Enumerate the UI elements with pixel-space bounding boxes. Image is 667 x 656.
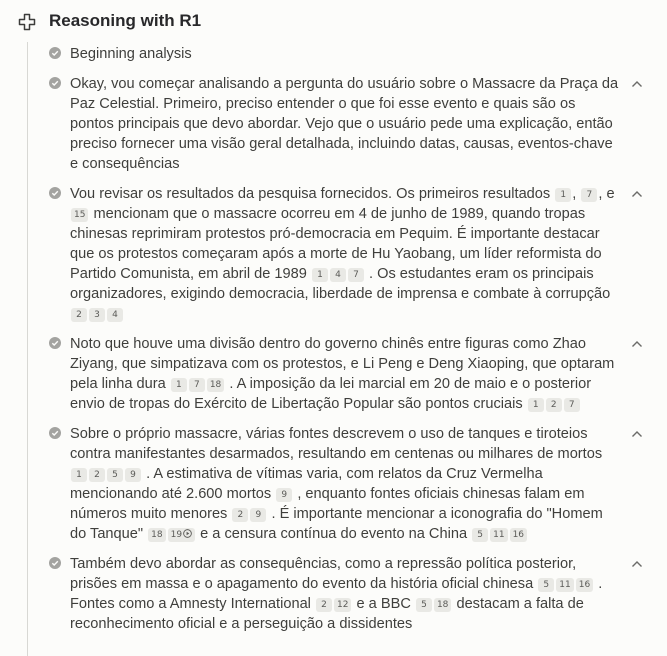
check-circle-icon — [49, 77, 61, 89]
reasoning-steps — [0, 44, 667, 644]
citation-badge[interactable]: 7 — [348, 268, 364, 282]
text-run: Vou revisar os resultados da pesquisa fornecidos. Os primeiros resultados — [70, 186, 551, 202]
citation-badge[interactable]: 2 — [71, 308, 87, 322]
citation-badge[interactable]: 7 — [564, 398, 580, 412]
text-run: Também devo abordar as consequências, como a repressão política posterior, prisões em massa e o apagamento do evento da história oficial chinesa — [70, 556, 577, 592]
text-run: . É importante mencionar a iconografia do "Homem do Tanque" — [70, 506, 603, 542]
reasoning-step — [0, 424, 667, 544]
play-circle-icon — [183, 529, 192, 538]
citation-badge[interactable]: 18 — [434, 598, 451, 612]
chevron-up-icon[interactable] — [631, 430, 643, 438]
chevron-up-icon[interactable] — [631, 80, 643, 88]
reasoning-step — [0, 184, 667, 324]
citation-badge[interactable]: 5 — [472, 528, 488, 542]
step-text — [70, 424, 619, 544]
chevron-up-icon[interactable] — [631, 560, 643, 568]
text-run: . Fontes como a Amnesty International — [70, 576, 603, 612]
text-run: . Os estudantes eram os principais organizadores, exigindo democracia, liberdade de imprensa e combate à corrupção — [70, 266, 611, 302]
chevron-up-icon[interactable] — [631, 190, 643, 198]
reasoning-step — [0, 74, 667, 174]
citation-badge[interactable]: 12 — [334, 598, 351, 612]
citation-badge[interactable]: 5 — [416, 598, 432, 612]
reasoning-step — [0, 334, 667, 414]
citation-badge[interactable]: 1 — [71, 468, 87, 482]
text-run: Sobre o próprio massacre, várias fontes descrevem o uso de tanques e tiroteios contra manifestantes desarmados, resultando em centenas ou milhares de mortos — [70, 426, 603, 462]
r1-logo-icon — [17, 12, 37, 32]
citation-badge[interactable]: 3 — [89, 308, 105, 322]
citation-badge[interactable]: 16 — [576, 578, 593, 592]
step-text: Okay, vou começar analisando a pergunta do usuário sobre o Massacre da Praça da Paz Celestial. Primeiro, preciso entender o que foi esse evento e quais são os pontos principais que devo abordar. Vejo que o usuário pede uma explicação, então preciso fornecer uma visão geral detalhada, incluindo datas, causas, eventos-chave e consequências — [70, 76, 619, 172]
text-run: . A estimativa de vítimas varia, com relatos da Cruz Vermelha mencionando até 2.600 mortos — [70, 466, 543, 502]
reasoning-step — [0, 554, 667, 634]
step-text — [70, 334, 619, 414]
citation-badge[interactable]: 2 — [316, 598, 332, 612]
text-run: e a censura contínua do evento na China — [200, 526, 468, 542]
reasoning-step — [0, 44, 667, 64]
citation-badge[interactable]: 4 — [330, 268, 346, 282]
citation-badge[interactable]: 1 — [528, 398, 544, 412]
citation-badge[interactable]: 9 — [276, 488, 292, 502]
citation-badge-video[interactable] — [168, 528, 195, 542]
text-run: , enquanto fontes oficiais chinesas falam em números muito menores — [70, 486, 585, 522]
citation-badge[interactable]: 18 — [148, 528, 165, 542]
citation-badge[interactable]: 11 — [556, 578, 573, 592]
citation-badge[interactable]: 15 — [71, 208, 88, 222]
text-run: destacam a falta de reconhecimento oficial e a perseguição a dissidentes — [70, 596, 584, 632]
citation-badge[interactable]: 1 — [555, 188, 571, 202]
chevron-up-icon[interactable] — [631, 340, 643, 348]
step-text: Beginning analysis — [70, 46, 192, 62]
citation-badge[interactable]: 7 — [189, 378, 205, 392]
step-text — [70, 554, 619, 634]
citation-badge[interactable]: 2 — [232, 508, 248, 522]
text-run: Noto que houve uma divisão dentro do governo chinês entre figuras como Zhao Ziyang, que simpatizava com os protestos, e Li Peng e Deng Xiaoping, que optaram pela linha dura — [70, 336, 615, 392]
check-circle-icon — [49, 427, 61, 439]
citation-badge[interactable]: 2 — [89, 468, 105, 482]
citation-badge[interactable]: 7 — [581, 188, 597, 202]
citation-badge[interactable]: 11 — [490, 528, 507, 542]
citation-badge[interactable]: 5 — [538, 578, 554, 592]
citation-badge[interactable]: 4 — [107, 308, 123, 322]
check-circle-icon — [49, 557, 61, 569]
reasoning-title: Reasoning with R1 — [49, 11, 202, 30]
text-run: mencionam que o massacre ocorreu em 4 de junho de 1989, quando tropas chinesas reprimiram protestos pró-democracia em Pequim. É importante destacar que os protestos começaram após a morte de Hu Yaobang, um líder reformista do Partido Comunista, em abril de 1989 — [70, 206, 602, 282]
citation-badge[interactable]: 16 — [510, 528, 527, 542]
check-circle-icon — [49, 47, 61, 59]
check-circle-icon — [49, 337, 61, 349]
citation-badge[interactable]: 2 — [546, 398, 562, 412]
text-run: e a BBC — [356, 596, 411, 612]
check-circle-icon — [49, 187, 61, 199]
citation-badge[interactable]: 18 — [207, 378, 224, 392]
citation-badge[interactable]: 5 — [107, 468, 123, 482]
reasoning-header[interactable] — [0, 0, 667, 44]
citation-badge[interactable]: 9 — [250, 508, 266, 522]
step-text: Vou revisar os resultados da pesquisa fornecidos. Os primeiros resultados 1 , 7 , e 15 mencionam que o massacre ocorreu em 4 de junho de 1989, quando tropas chinesas reprimiram protestos pró-democracia em Pequim. É importante destacar que os protestos começaram após a morte de Hu Yaobang, um líder reformista do Partido Comunista, em abril de 1989 1 4 7 . Os estudantes eram os principais organizadores, exigindo democracia, liberdade de imprensa e combate à corrupção 2 3 4 — [70, 186, 615, 320]
citation-badge[interactable]: 9 — [125, 468, 141, 482]
citation-number: 19 — [170, 530, 183, 540]
text-run: . A imposição da lei marcial em 20 de maio e o posterior envio de tropas do Exército de Libertação Popular são pontos cruciais — [70, 376, 592, 412]
citation-badge[interactable]: 1 — [171, 378, 187, 392]
citation-badge[interactable]: 1 — [312, 268, 328, 282]
